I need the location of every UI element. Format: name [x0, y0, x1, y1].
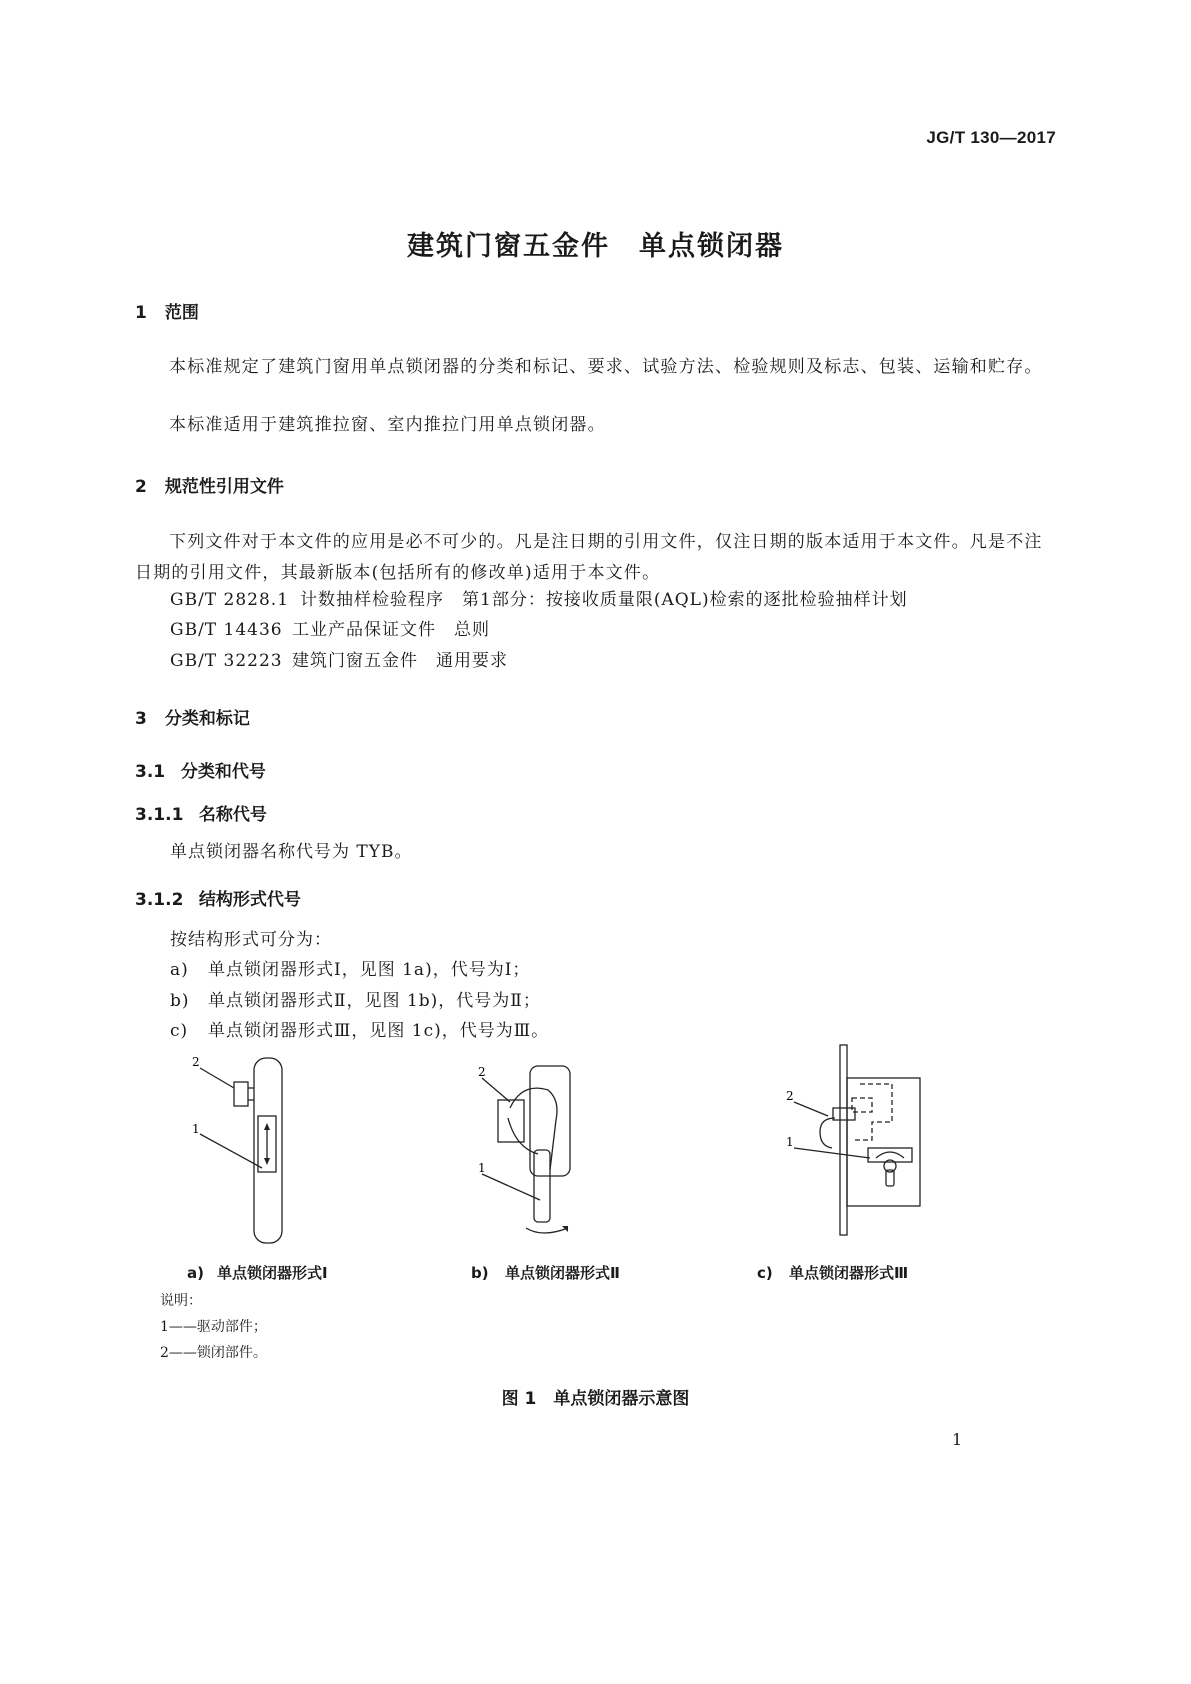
figure-b-caption	[471, 1262, 620, 1283]
section-1-paragraph-2: 本标准适用于建筑推拉窗、室内推拉门用单点锁闭器。	[169, 415, 606, 435]
leader-line-1	[794, 1148, 870, 1158]
section-number: 3.1.2	[135, 890, 184, 910]
section-1-paragraph-1: 本标准规定了建筑门窗用单点锁闭器的分类和标记、要求、试验方法、检验规则及标志、包装、运输和贮存。	[169, 357, 1043, 377]
rotation-arrow	[526, 1228, 568, 1233]
section-title: 分类和标记	[164, 709, 250, 729]
legend-item: 1——驱动部件；	[160, 1319, 267, 1335]
caption-text: 单点锁闭器形式Ⅲ	[789, 1264, 909, 1282]
leader-line-1	[200, 1134, 262, 1168]
reference-title: 建筑门窗五金件 通用要求	[292, 651, 508, 671]
section-title: 结构形式代号	[198, 890, 301, 910]
list-text: 单点锁闭器形式Ⅲ，见图 1c)，代号为Ⅲ。	[208, 1021, 550, 1041]
caption-marker: b)	[471, 1264, 489, 1282]
reference-code: GB/T 2828.1	[170, 590, 290, 610]
legend-item: 2——锁闭部件。	[160, 1345, 267, 1361]
caption-marker: c)	[757, 1264, 773, 1282]
arrow-down-icon	[264, 1158, 270, 1165]
caption-text: 单点锁闭器形式Ⅰ	[217, 1264, 328, 1282]
leader-line-2	[200, 1068, 234, 1088]
reference-item	[170, 585, 908, 616]
page-number: 1	[952, 1430, 963, 1449]
label-1: 1	[786, 1135, 794, 1149]
section-3-1-heading	[135, 757, 266, 782]
section-3-1-1-paragraph: 单点锁闭器名称代号为 TYB。	[170, 842, 413, 862]
list-marker: b)	[170, 991, 190, 1011]
figure-b-drawing	[470, 1060, 620, 1240]
leader-line-2	[482, 1078, 510, 1102]
label-1: 1	[192, 1122, 200, 1136]
section-number: 3	[135, 709, 147, 729]
cam-arc	[876, 1152, 904, 1158]
rotation-arrow-head-icon	[562, 1226, 568, 1232]
arrow-up-icon	[264, 1123, 270, 1130]
locking-part	[234, 1082, 248, 1106]
section-3-1-2-heading	[135, 885, 301, 910]
section-number: 2	[135, 477, 147, 497]
section-3-heading	[135, 704, 250, 729]
section-1-heading	[135, 298, 199, 323]
locking-hook	[820, 1118, 835, 1148]
section-title: 分类和代号	[180, 762, 266, 782]
section-title: 范围	[164, 303, 199, 323]
figure-c-caption	[757, 1262, 908, 1283]
reference-item	[170, 646, 508, 677]
reference-title: 计数抽样检验程序 第1部分：按接收质量限(AQL)检索的逐批检验抽样计划	[300, 590, 908, 610]
section-number: 1	[135, 303, 147, 323]
reference-code: GB/T 32223	[170, 651, 283, 671]
legend-title: 说明：	[160, 1293, 202, 1309]
section-2-paragraph-1: 下列文件对于本文件的应用是必不可少的。凡是注日期的引用文件，仅注日期的版本适用于本文件。凡是不注日期的引用文件，其最新版本(包括所有的修改单)适用于本文件。	[135, 532, 1043, 583]
list-intro: 按结构形式可分为：	[170, 930, 332, 950]
document-title: 建筑门窗五金件 单点锁闭器	[407, 231, 784, 262]
standard-number: JG/T 130—2017	[926, 128, 1056, 147]
figure-title: 图 1 单点锁闭器示意图	[501, 1389, 690, 1409]
label-2: 2	[786, 1089, 794, 1103]
reference-title: 工业产品保证文件 总则	[292, 620, 490, 640]
caption-marker: a)	[187, 1264, 204, 1282]
section-3-1-1-heading	[135, 800, 267, 825]
section-2-heading	[135, 472, 284, 497]
list-item	[170, 955, 530, 986]
section-number: 3.1	[135, 762, 166, 782]
list-marker: a)	[170, 960, 189, 980]
list-text: 单点锁闭器形式Ⅰ，见图 1a)，代号为Ⅰ；	[208, 960, 531, 980]
label-1: 1	[478, 1161, 486, 1175]
lock-case	[847, 1078, 920, 1206]
list-item	[170, 1016, 549, 1047]
list-item	[170, 986, 541, 1017]
label-2: 2	[478, 1065, 486, 1079]
reference-item	[170, 615, 490, 646]
caption-text: 单点锁闭器形式Ⅱ	[505, 1264, 620, 1282]
locking-arc	[508, 1118, 538, 1154]
list-marker: c)	[170, 1021, 189, 1041]
section-title: 规范性引用文件	[164, 477, 284, 497]
label-2: 2	[192, 1055, 200, 1069]
list-text: 单点锁闭器形式Ⅱ，见图 1b)，代号为Ⅱ；	[208, 991, 541, 1011]
figure-c-drawing	[760, 1040, 930, 1240]
leader-line-2	[794, 1102, 828, 1116]
figure-a-drawing	[190, 1050, 320, 1250]
section-title: 名称代号	[198, 805, 267, 825]
section-number: 3.1.1	[135, 805, 184, 825]
reference-code: GB/T 14436	[170, 620, 283, 640]
leader-line-1	[482, 1174, 540, 1200]
faceplate	[840, 1045, 847, 1235]
drive-handle	[534, 1150, 550, 1222]
figure-a-caption	[187, 1262, 328, 1283]
